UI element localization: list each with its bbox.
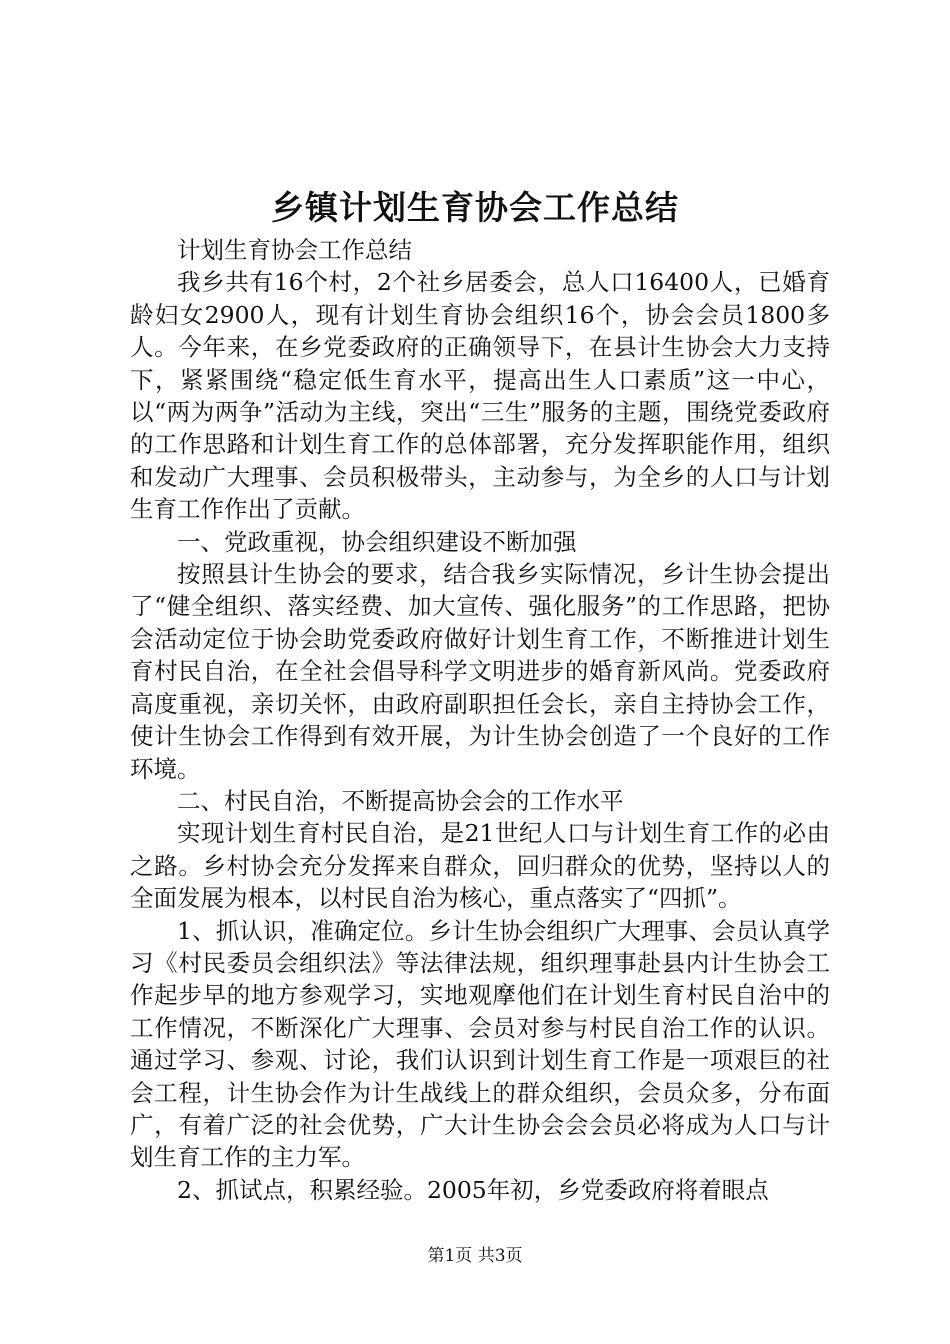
document-title: 乡镇计划生育协会工作总结 xyxy=(271,188,679,227)
document-body xyxy=(130,234,830,1206)
intro-paragraph: 我乡共有16个村，2个社乡居委会，总人口16400人，已婚育龄妇女2900人，现有计划生育协会组织16个，协会会员1800多人。今年来，在乡党委政府的正确领导下，在县计生协会大力支持下，紧紧围绕“稳定低生育水平，提高出生人口素质”这一中心，以“两为两争”活动为主线，突出“三生”服务的主题，围绕党委政府的工作思路和计划生育工作的总体部署，充分发挥职能作用，组织和发动广大理事、会员积极带头，主动参与，为全乡的人口与计划生育工作作出了贡献。 xyxy=(130,268,830,524)
list-item-1: 1、抓认识，准确定位。乡计生协会组织广大理事、会员认真学习《村民委员会组织法》等法律法规，组织理事赴县内计生协会工作起步早的地方参观学习，实地观摩他们在计划生育村民自治中的工作情况，不断深化广大理事、会员对参与村民自治工作的认识。通过学习、参观、讨论，我们认识到计划生育工作是一项艰巨的社会工程，计生协会作为计生战线上的群众组织，会员众多，分布面广，有着广泛的社会优势，广大计生协会会会员必将成为人口与计划生育工作的主力军。 xyxy=(130,916,830,1172)
list-item-2: 2、抓试点，积累经验。2005年初，乡党委政府将着眼点 xyxy=(177,1175,769,1204)
section-2-paragraph: 实现计划生育村民自治，是21世纪人口与计划生育工作的必由之路。乡村协会充分发挥来自群众，回归群众的优势，坚持以人的全面发展为根本，以村民自治为核心，重点落实了“四抓”。 xyxy=(130,819,830,913)
section-heading-1: 一、党政重视，协会组织建设不断加强 xyxy=(177,527,577,556)
subtitle-paragraph: 计划生育协会工作总结 xyxy=(177,236,412,264)
section-1-paragraph: 按照县计生协会的要求，结合我乡实际情况，乡计生协会提出了“健全组织、落实经费、加大宣传、强化服务”的工作思路，把协会活动定位于协会助党委政府做好计划生育工作，不断推进计划生育村民自治，在全社会倡导科学文明进步的婚育新风尚。党委政府高度重视，亲切关怀，由政府副职担任会长，亲自主持协会工作，使计生协会工作得到有效开展，为计生协会创造了一个良好的工作环境。 xyxy=(130,560,830,783)
page-footer: 第1页 共3页 xyxy=(427,1246,523,1266)
section-heading-2: 二、村民自治，不断提高协会会的工作水平 xyxy=(177,786,624,815)
